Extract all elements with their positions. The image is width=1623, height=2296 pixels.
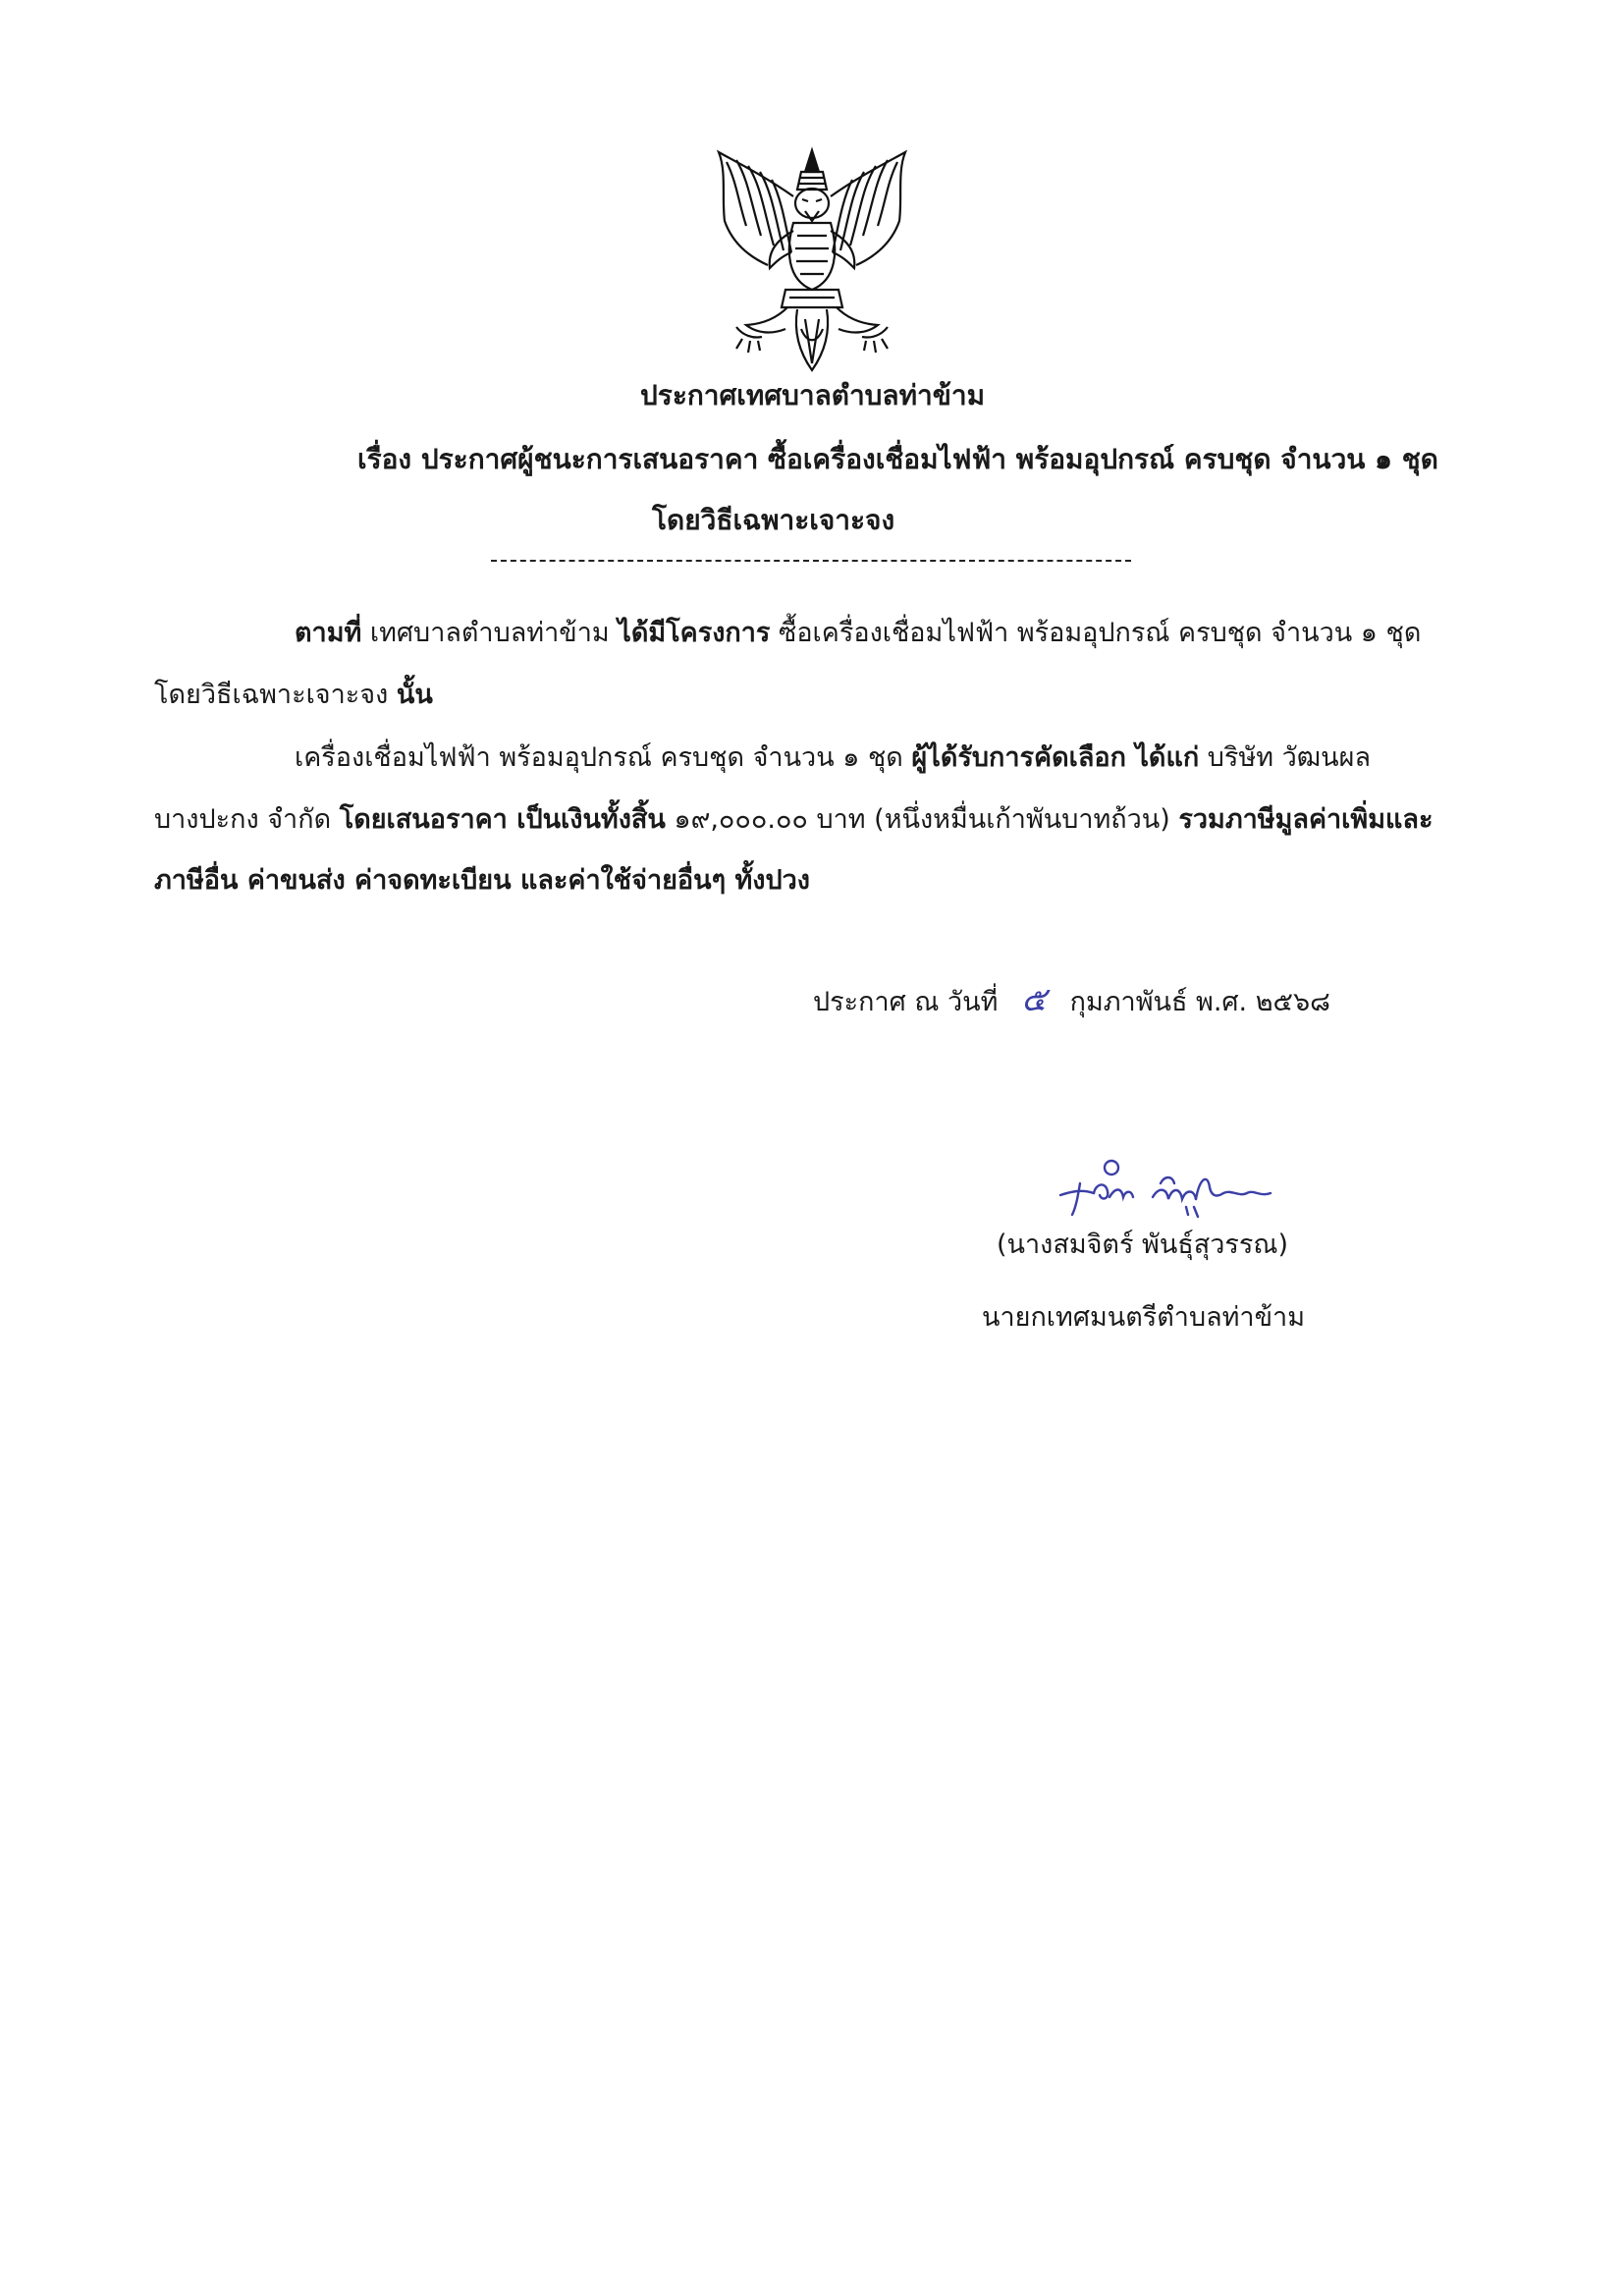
- paragraph2-line3: ภาษีอื่น ค่าขนส่ง ค่าจดทะเบียน และค่าใช้จ่ายอื่นๆ ทั้งปวง: [154, 865, 810, 896]
- signatory-position: นายกเทศมนตรีตำบลท่าข้าม: [982, 1302, 1305, 1333]
- p2-company-part2: บางปะกง จำกัด: [154, 804, 332, 835]
- date-prefix: ประกาศ ณ วันที่: [813, 987, 999, 1017]
- subject-method: โดยวิธีเฉพาะเจาะจง: [652, 504, 895, 536]
- p1-end: นั้น: [396, 680, 433, 710]
- handwritten-signature: [1051, 1154, 1286, 1223]
- divider: [491, 560, 1131, 562]
- subject-line: [357, 440, 1438, 479]
- date-line: [813, 980, 1330, 1022]
- paragraph2-line2: [154, 800, 1433, 840]
- paragraph1-line2: [154, 676, 433, 715]
- paragraph1-line1: [295, 614, 1421, 653]
- signatory-name: (นางสมจิตร์ พันธุ์สุวรรณ): [997, 1230, 1289, 1260]
- garuda-emblem-icon: [707, 142, 918, 378]
- subject-text: ประกาศผู้ชนะการเสนอราคา ซื้อเครื่องเชื่อมไฟฟ้า พร้อมอุปกรณ์ ครบชุด จำนวน ๑ ชุด: [420, 443, 1438, 475]
- date-month-year: กุมภาพันธ์ พ.ศ. ๒๕๖๘: [1069, 987, 1330, 1017]
- p1-lead: ตามที่: [295, 618, 362, 648]
- date-day: ๕: [1021, 980, 1047, 1019]
- org-title: ประกาศเทศบาลตำบลท่าข้าม: [640, 379, 986, 411]
- p2-vat-note: รวมภาษีมูลค่าเพิ่มและ: [1178, 804, 1434, 835]
- p2-offer-label: โดยเสนอราคา เป็นเงินทั้งสิ้น: [339, 804, 666, 835]
- p2-amount: ๑๙,๐๐๐.๐๐ บาท (หนึ่งหมื่นเก้าพันบาทถ้วน): [674, 804, 1170, 835]
- p1-org: เทศบาลตำบลท่าข้าม: [369, 618, 610, 648]
- p2-item: เครื่องเชื่อมไฟฟ้า พร้อมอุปกรณ์ ครบชุด จำนวน ๑ ชุด: [295, 742, 903, 773]
- p2-company-part1: บริษัท วัฒนผล: [1207, 742, 1371, 773]
- p1-method: โดยวิธีเฉพาะเจาะจง: [154, 680, 389, 710]
- paragraph2-line1: [295, 738, 1371, 778]
- p2-selected-label: ผู้ได้รับการคัดเลือก ได้แก่: [911, 742, 1200, 773]
- p1-project: ซื้อเครื่องเชื่อมไฟฟ้า พร้อมอุปกรณ์ ครบชุด จำนวน ๑ ชุด: [779, 618, 1422, 648]
- p1-verb: ได้มีโครงการ: [618, 618, 771, 648]
- subject-label: เรื่อง: [357, 443, 412, 475]
